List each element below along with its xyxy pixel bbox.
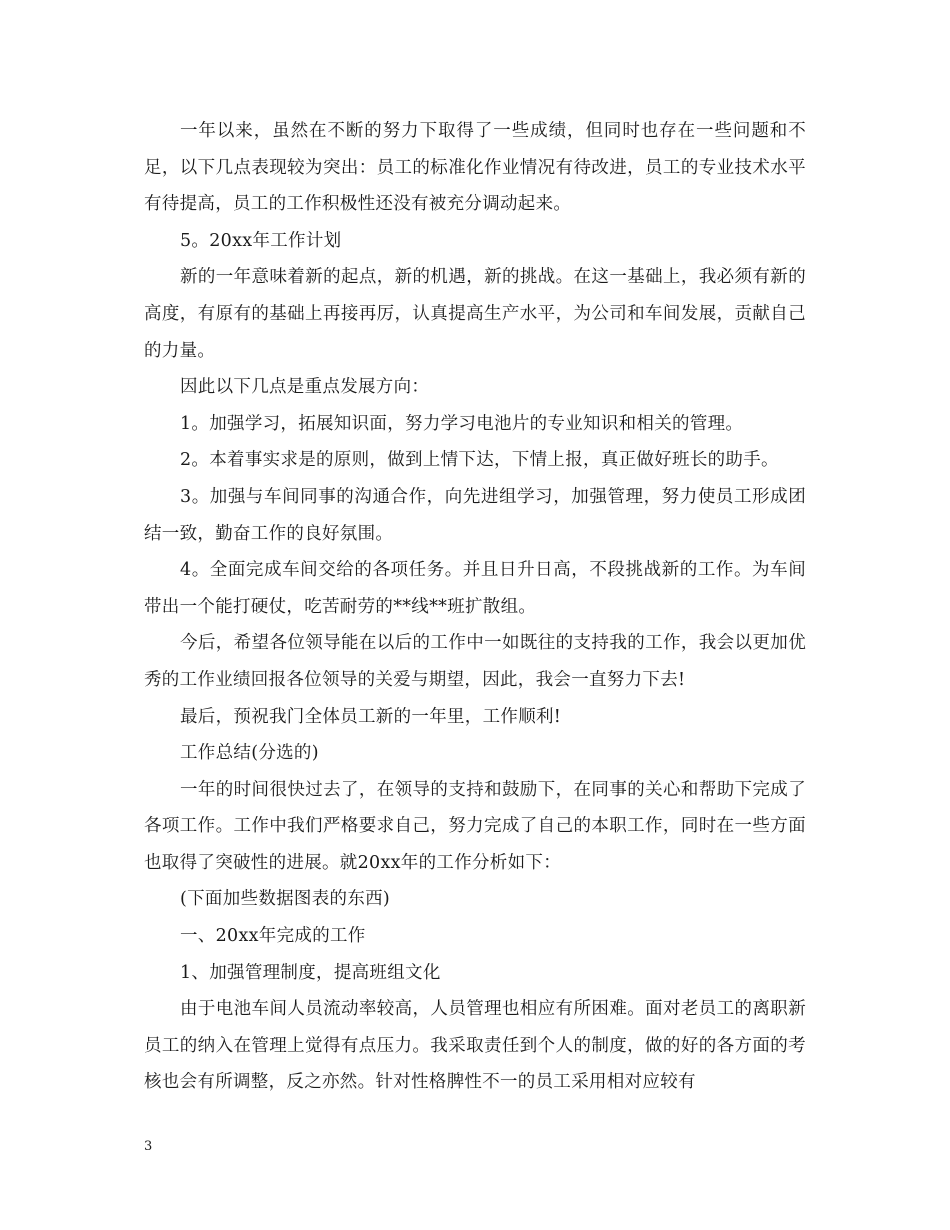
page-number: 3 — [144, 1139, 153, 1154]
list-item: 4。全面完成车间交给的各项任务。并且日升日高，不段挑战新的工作。为车间带出一个能打硬仗，吃苦耐劳的**线**班扩散组。 — [144, 560, 806, 617]
paragraph: 一年以来，虽然在不断的努力下取得了一些成绩，但同时也存在一些问题和不足，以下几点表现较为突出：员工的标准化作业情况有待改进，员工的专业技术水平有待提高，员工的工作积极性还没有被充分调动起来。 — [144, 121, 806, 215]
paragraph: 因此以下几点是重点发展方向： — [180, 377, 430, 398]
paragraph: 今后，希望各位领导能在以后的工作中一如既往的支持我的工作，我会以更加优秀的工作业绩回报各位领导的关爱与期望，因此，我会一直努力下去! — [144, 633, 806, 690]
list-item: 3。加强与车间同事的沟通合作，向先进组学习，加强管理，努力使员工形成团结一致，勤奋工作的良好氛围。 — [144, 486, 806, 544]
paragraph: (下面加些数据图表的东西) — [180, 889, 391, 910]
paragraph: 一年的时间很快过去了，在领导的支持和鼓励下，在同事的关心和帮助下完成了各项工作。工作中我们严格要求自己，努力完成了自己的本职工作，同时在一些方面也取得了突破性的进展。就20xx年的工作分析如下： — [144, 779, 806, 873]
section-heading: 5。20xx年工作计划 — [180, 230, 342, 251]
paragraph: 新的一年意味着新的起点，新的机遇，新的挑战。在这一基础上，我必须有新的高度，有原有的基础上再接再厉，认真提高生产水平，为公司和车间发展，贡献自己的力量。 — [144, 267, 806, 361]
section-heading: 一、20xx年完成的工作 — [180, 926, 366, 947]
document-body — [144, 113, 806, 1101]
paragraph: 由于电池车间人员流动率较高，人员管理也相应有所困难。面对老员工的离职新员工的纳入在管理上觉得有点压力。我采取责任到个人的制度，做的好的各方面的考核也会有所调整，反之亦然。针对性格脾性不一的员工采用相对应较有 — [144, 999, 806, 1093]
paragraph: 最后，预祝我门全体员工新的一年里，工作顺利! — [180, 706, 562, 727]
list-item: 2。本着事实求是的原则，做到上情下达，下情上报，真正做好班长的助手。 — [180, 450, 779, 471]
subsection-heading: 1、加强管理制度，提高班组文化 — [180, 962, 441, 983]
section-heading: 工作总结(分选的) — [180, 743, 319, 764]
list-item: 1。加强学习，拓展知识面，努力学习电池片的专业知识和相关的管理。 — [180, 413, 744, 434]
